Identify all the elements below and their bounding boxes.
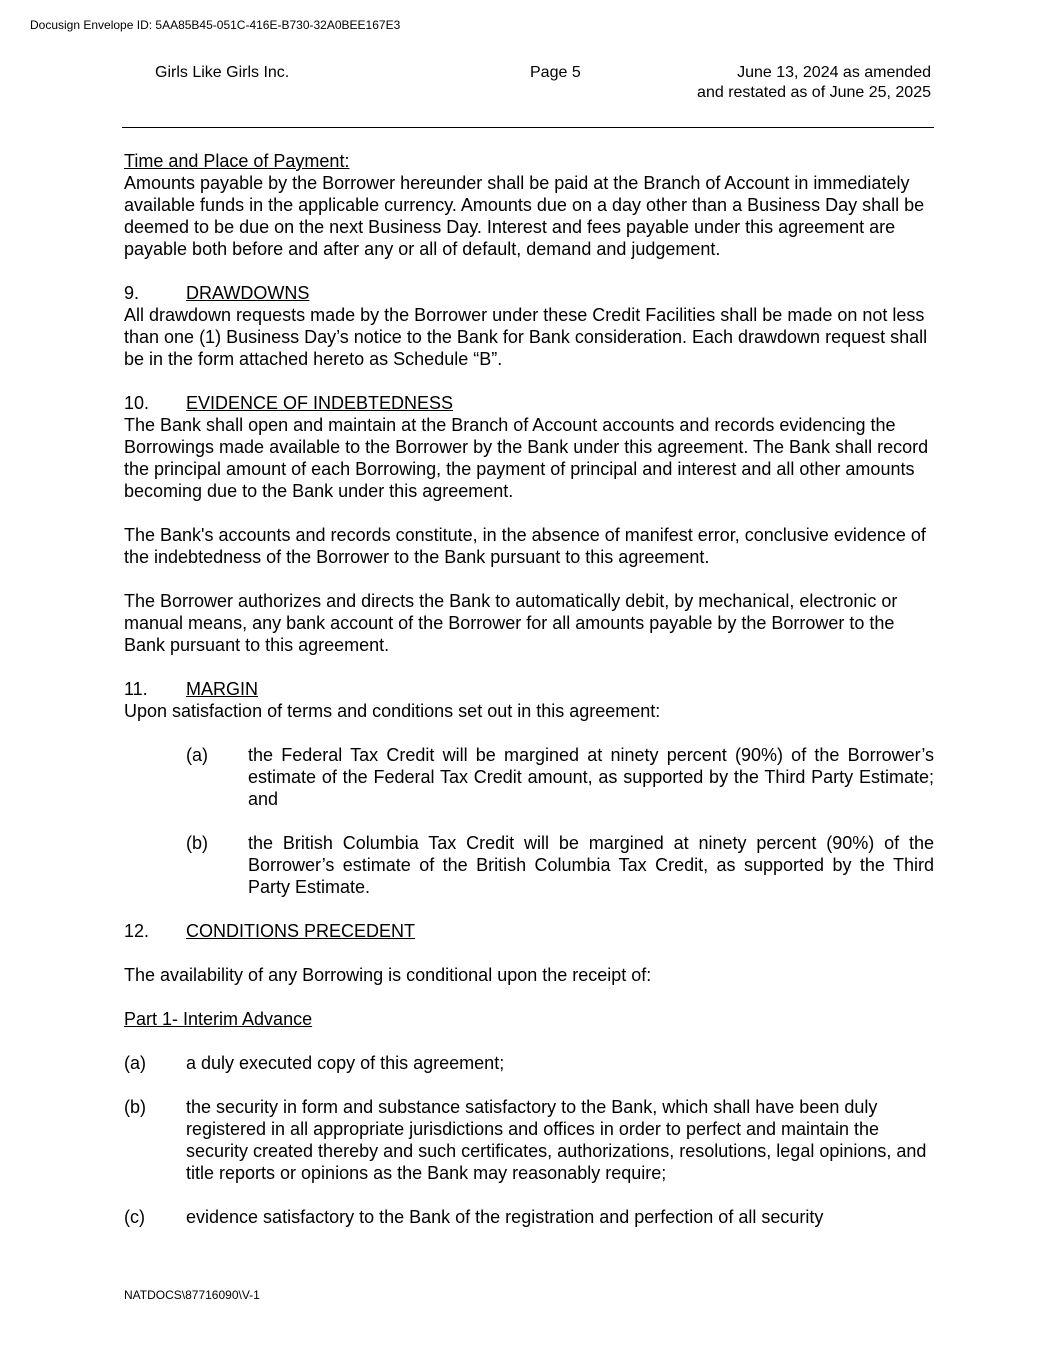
header-date-line1: June 13, 2024 as amended: [737, 64, 931, 81]
header-date-line2: and restated as of June 25, 2025: [697, 84, 931, 101]
list-item: [186, 744, 934, 810]
payment-heading: Time and Place of Payment:: [124, 151, 350, 171]
section-9-body: All drawdown requests made by the Borrower under these Credit Facilities shall be made on not less than one (1) Business Day’s notice to the Bank for Bank consideration. Each drawdown request shall be in the form attached hereto as Schedule “B”.: [124, 305, 928, 369]
header-date: [697, 63, 931, 103]
section-10-paragraph: The Bank shall open and maintain at the Branch of Account accounts and records evidencing the Borrowings made available to the Borrower by the Bank under this agreement. The Bank shall record the principal amount of each Borrowing, the payment of principal and interest and all other amounts becoming due to the Bank under this agreement.: [124, 415, 929, 501]
section-11-intro: Upon satisfaction of terms and conditions set out in this agreement:: [124, 701, 661, 721]
section-number: 12.: [124, 921, 150, 941]
list-item-label: (b): [186, 833, 208, 853]
section-title: DRAWDOWNS: [186, 283, 310, 303]
list-item-label: (c): [124, 1207, 145, 1227]
list-item: [124, 1206, 934, 1228]
section-title: EVIDENCE OF INDEBTEDNESS: [186, 393, 454, 413]
section-title: CONDITIONS PRECEDENT: [186, 921, 416, 941]
list-item: [124, 1096, 934, 1184]
list-item-text: the Federal Tax Credit will be margined at ninety percent (90%) of the Borrower’s estimate of the Federal Tax Credit amount, as supported by the Third Party Estimate; and: [248, 745, 934, 809]
list-item-text: the British Columbia Tax Credit will be margined at ninety percent (90%) of the Borrower’s estimate of the British Columbia Tax Credit, as supported by the Third Party Estimate.: [248, 833, 934, 897]
list-item-label: (b): [124, 1097, 146, 1117]
section-12-heading: [124, 920, 934, 942]
section-9-heading: [124, 282, 934, 304]
section-10-heading: [124, 392, 934, 414]
part-1-heading: Part 1- Interim Advance: [124, 1009, 313, 1029]
payment-body: Amounts payable by the Borrower hereunder shall be paid at the Branch of Account in immediately available funds in the applicable currency. Amounts due on a day other than a Business Day shall be deemed to be due on the next Business Day. Interest and fees payable under this agreement are payable both before and after any or all of default, demand and judgement.: [124, 173, 925, 259]
list-item: [124, 1052, 934, 1074]
header-page-number: Page 5: [530, 64, 581, 81]
section-number: 9.: [124, 283, 140, 303]
section-title: MARGIN: [186, 679, 258, 699]
section-11-heading: [124, 678, 934, 700]
header-divider: [122, 127, 934, 128]
header-company: Girls Like Girls Inc.: [155, 64, 290, 81]
section-number: 10.: [124, 393, 150, 413]
footer-doc-id: NATDOCS\87716090\V-1: [124, 1288, 260, 1302]
document-body: [124, 150, 934, 1228]
section-10-paragraph: The Borrower authorizes and directs the Bank to automatically debit, by mechanical, electronic or manual means, any bank account of the Borrower for all amounts payable by the Borrower to the Bank pursuant to this agreement.: [124, 591, 898, 655]
section-12-intro: The availability of any Borrowing is conditional upon the receipt of:: [124, 965, 652, 985]
section-10-paragraph: The Bank's accounts and records constitute, in the absence of manifest error, conclusive evidence of the indebtedness of the Borrower to the Bank pursuant to this agreement.: [124, 525, 926, 567]
section-number: 11.: [124, 679, 148, 699]
list-item: [186, 832, 934, 898]
list-item-text: evidence satisfactory to the Bank of the registration and perfection of all security: [186, 1207, 824, 1227]
list-item-text: the security in form and substance satisfactory to the Bank, which shall have been duly registered in all appropriate jurisdictions and offices in order to perfect and maintain the security created thereby and such certificates, authorizations, resolutions, legal opinions, and title reports or opinions as the Bank may reasonably require;: [186, 1097, 927, 1183]
list-item-text: a duly executed copy of this agreement;: [186, 1053, 505, 1073]
envelope-id: Docusign Envelope ID: 5AA85B45-051C-416E-B730-32A0BEE167E3: [30, 18, 401, 32]
list-item-label: (a): [186, 745, 208, 765]
list-item-label: (a): [124, 1053, 146, 1073]
